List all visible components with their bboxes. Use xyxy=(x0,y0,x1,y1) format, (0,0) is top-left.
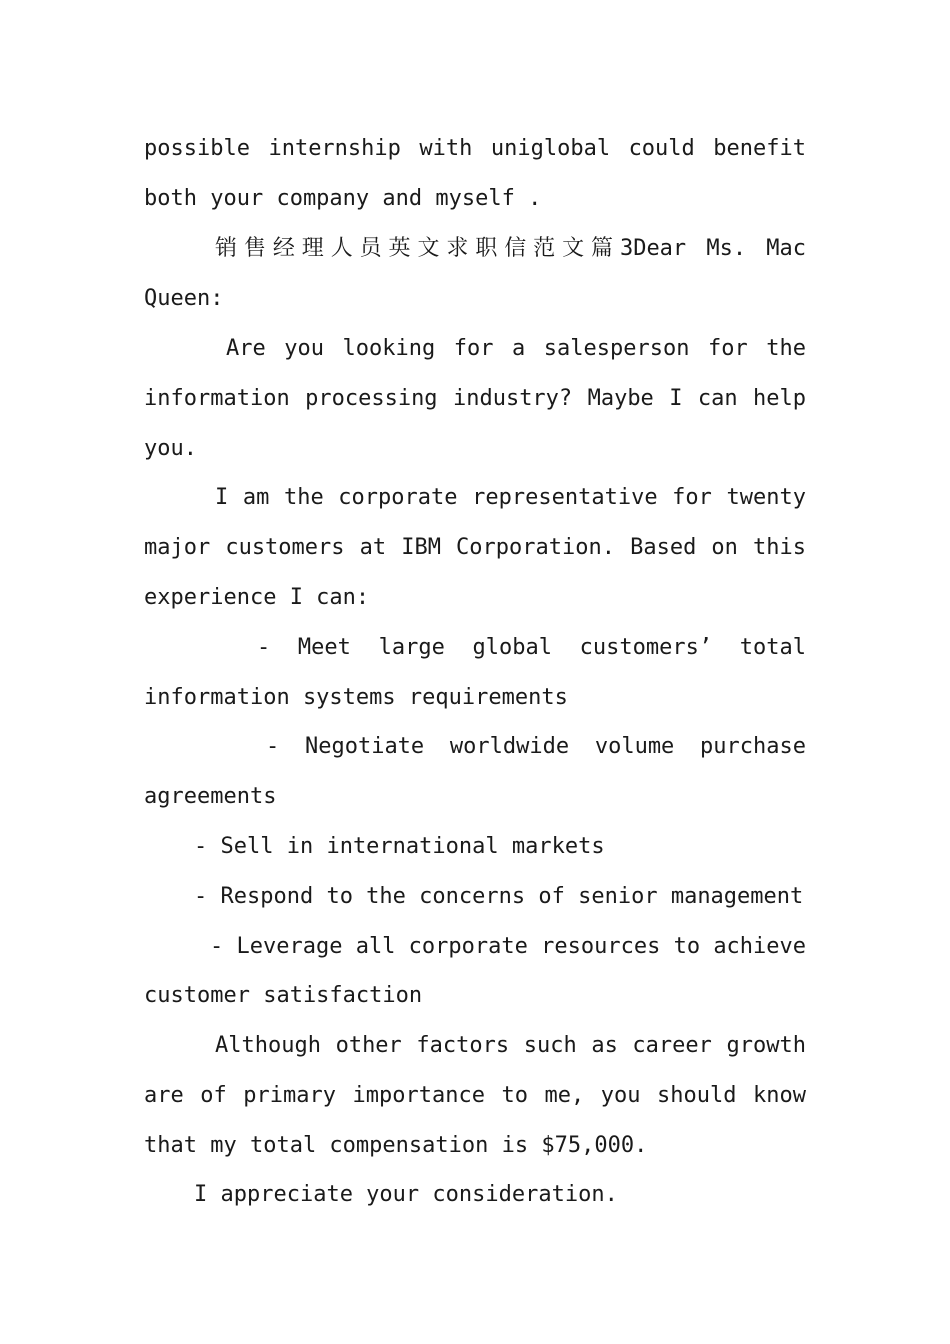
text-line: that my total compensation is $75,000. xyxy=(144,1133,648,1158)
text-line: Although other factors such as career growth xyxy=(215,1033,806,1058)
text-line: both your company and myself . xyxy=(144,186,542,211)
list-item-line: - Respond to the concerns of senior management xyxy=(194,884,804,909)
list-item-line: - Negotiate worldwide volume purchase xyxy=(266,734,806,759)
list-item-line: - Meet large global customers’ total xyxy=(257,635,806,660)
list-item-line: - Leverage all corporate resources to achieve xyxy=(210,934,807,959)
list-item-line: - Sell in international markets xyxy=(194,834,605,859)
text-line: are of primary importance to me, you should know xyxy=(144,1083,806,1108)
text-line: experience I can: xyxy=(144,585,370,610)
text-line: you. xyxy=(144,436,197,461)
salutation-line: Queen: xyxy=(144,286,224,311)
text-line: major customers at IBM Corporation. Based on this xyxy=(144,535,806,560)
text-line: possible internship with uniglobal could benefit xyxy=(144,136,806,161)
list-item-line: customer satisfaction xyxy=(144,983,423,1008)
list-item-line: information systems requirements xyxy=(144,685,568,710)
text-line: I am the corporate representative for twenty xyxy=(215,485,806,510)
section-heading-line: 销售经理人员英文求职信范文篇3Dear Ms. Mac xyxy=(215,236,806,261)
text-line: information processing industry? Maybe I can help xyxy=(144,386,806,411)
text-line: Are you looking for a salesperson for the xyxy=(226,336,806,361)
list-item-line: agreements xyxy=(144,784,277,809)
closing-line: I appreciate your consideration. xyxy=(194,1182,618,1207)
